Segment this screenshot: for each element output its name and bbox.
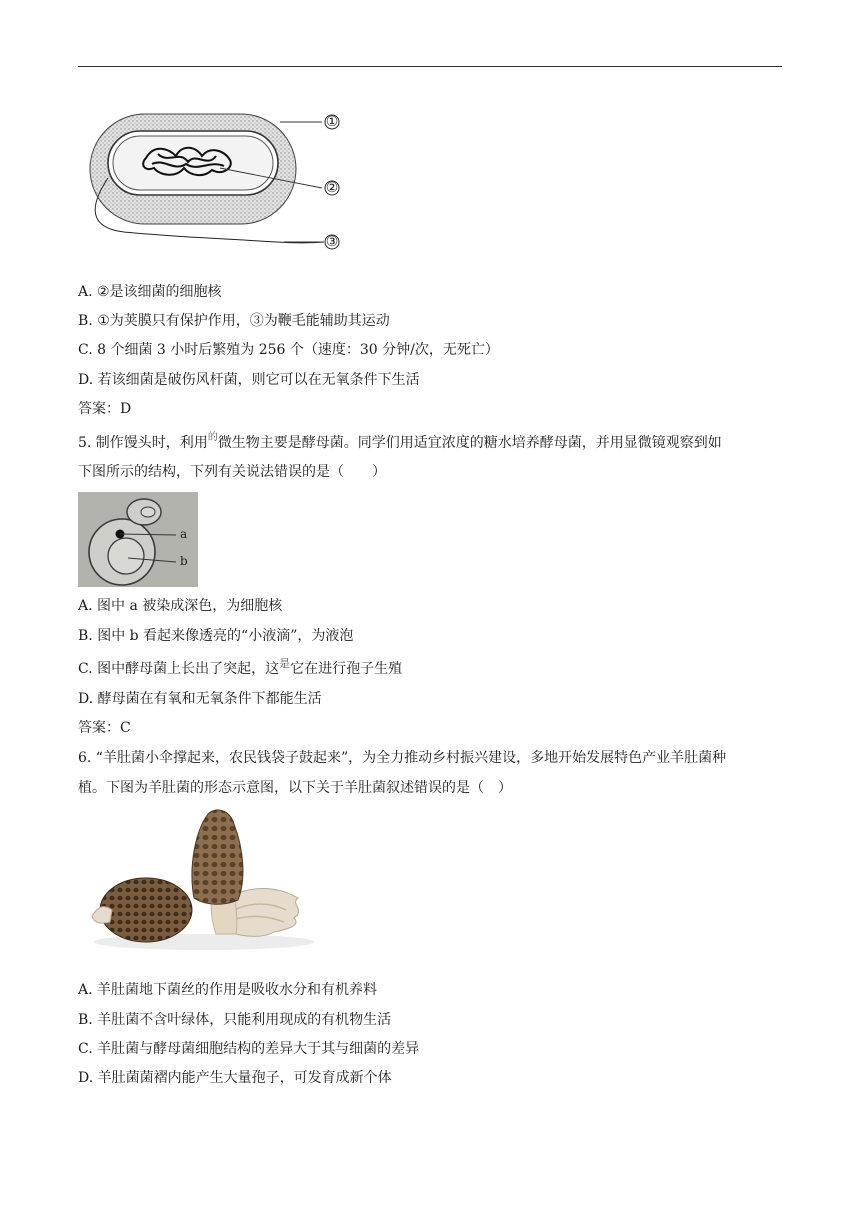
q5-answer: 答案：C xyxy=(78,720,131,736)
bacteria-figure xyxy=(84,108,354,268)
q5-option-d: D. 酵母菌在有氧和无氧条件下都能生活 xyxy=(78,691,322,707)
header-rule xyxy=(78,66,782,67)
q5-option-c-pre: C. 图中酵母菌上长出了突起，这 xyxy=(78,661,280,677)
q5-stem-line-1 xyxy=(78,433,722,455)
q5-option-a: A. 图中 a 被染成深色，为细胞核 xyxy=(78,598,283,614)
q6-option-c: C. 羊肚菌与酵母菌细胞结构的差异大于其与细菌的差异 xyxy=(78,1041,420,1057)
morel-cap-lying xyxy=(100,878,192,942)
label-3: ③ xyxy=(325,234,339,250)
q6-option-b: B. 羊肚菌不含叶绿体，只能利用现成的有机物生活 xyxy=(78,1012,392,1028)
q4-option-b: B. ①为荚膜只有保护作用，③为鞭毛能辅助其运动 xyxy=(78,313,390,329)
q5-option-c-post: 它在进行孢子生殖 xyxy=(290,661,403,677)
q4-option-a: A. ②是该细菌的细胞核 xyxy=(78,284,222,300)
q6-stem-line-2: 植。下图为羊肚菌的形态示意图，以下关于羊肚菌叙述错误的是（ ） xyxy=(78,780,512,796)
label-1: ① xyxy=(325,114,339,130)
q6-option-a: A. 羊肚菌地下菌丝的作用是吸收水分和有机养料 xyxy=(78,982,378,998)
q5-stem-pre: 5. 制作馒头时，利用 xyxy=(78,435,208,451)
yeast-bud-inner xyxy=(141,507,155,517)
q5-stem-sup: 的 xyxy=(207,432,218,443)
yeast-label-a: a xyxy=(180,527,188,541)
label-2: ② xyxy=(325,180,339,196)
yeast-label-b: b xyxy=(180,554,188,568)
q4-option-d: D. 若该细菌是破伤风杆菌，则它可以在无氧条件下生活 xyxy=(78,372,420,388)
q5-option-c xyxy=(78,659,402,680)
q5-stem-line-2: 下图所示的结构，下列有关说法错误的是（ ） xyxy=(78,464,386,480)
q4-answer: 答案：D xyxy=(78,401,132,417)
q5-option-c-sup: 是 xyxy=(279,657,291,670)
q5-stem-post: 微生物主要是酵母菌。同学们用适宜浓度的糖水培养酵母菌，并用显微镜观察到如 xyxy=(217,435,722,451)
yeast-vacuole xyxy=(108,538,144,574)
morel-figure xyxy=(84,806,324,956)
q5-option-b: B. 图中 b 看起来像透亮的“小液滴”，为液泡 xyxy=(78,628,354,644)
q6-stem-line-1: 6. “羊肚菌小伞撑起来，农民钱袋子鼓起来”，为全力推动乡村振兴建设，多地开始发展特色产业羊肚菌种 xyxy=(78,750,727,766)
q4-option-c: C. 8 个细菌 3 小时后繁殖为 256 个（速度：30 分钟/次，无死亡） xyxy=(78,342,499,358)
q6-option-d: D. 羊肚菌菌褶内能产生大量孢子，可发育成新个体 xyxy=(78,1070,392,1086)
cell-membrane xyxy=(113,136,273,190)
morel-cap-standing xyxy=(192,810,243,904)
